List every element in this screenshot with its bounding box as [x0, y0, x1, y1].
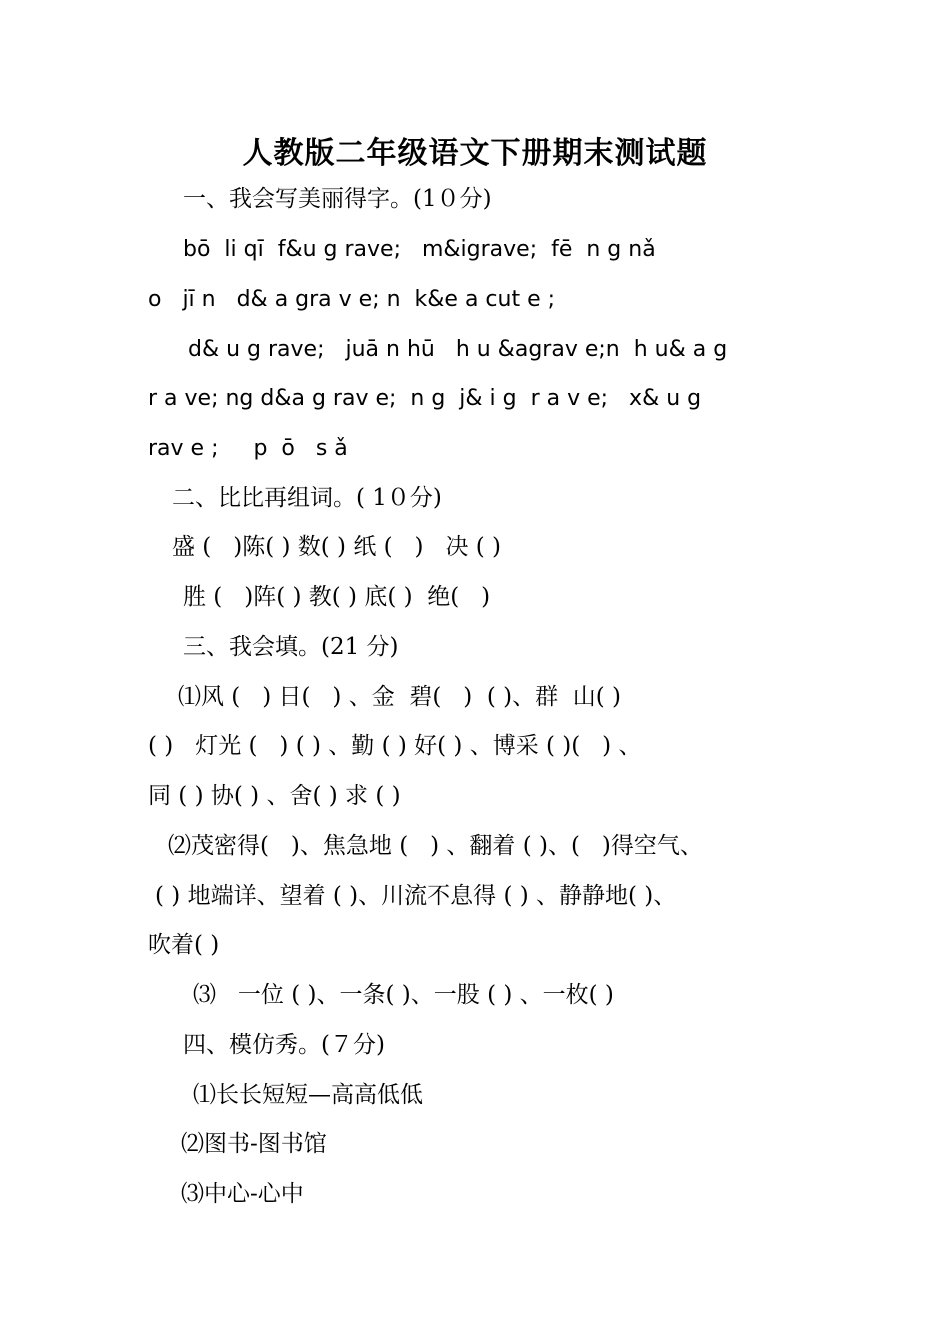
- pinyin-line-3: d& u g rave; juā n hū h u &agrav e;n h u& a g: [188, 337, 728, 362]
- fill-line-3: 同 ( ) 协( ) 、舍( ) 求 ( ): [148, 783, 401, 809]
- pinyin-line-5: rav e ; p ō s ǎ: [148, 436, 348, 461]
- fill-line-6: 吹着( ): [148, 932, 220, 958]
- fill-line-1: ⑴风 ( ) 日( ) 、金 碧( ) ( )、群 山( ): [178, 684, 621, 710]
- section3-heading: 三、我会填。(21 分): [183, 634, 399, 660]
- pinyin-line-2: o jī n d& a gra v e; n k&e a cut e ;: [148, 287, 556, 312]
- imitation-line-3: ⑶中心-心中: [181, 1181, 304, 1207]
- pinyin-line-1: bō li qī f&u g rave; m&igrave; fē n g nǎ: [183, 237, 656, 262]
- fill-line-2: ( ) 灯光 ( ) ( ) 、勤 ( ) 好( ) 、博采 ( )( ) 、: [148, 733, 642, 759]
- page-title: 人教版二年级语文下册期末测试题: [242, 136, 708, 171]
- word-group-line-1: 盛 ( )陈( ) 数( ) 纸 ( ) 决 ( ): [172, 534, 502, 560]
- section4-heading: 四、模仿秀。(７分): [183, 1032, 385, 1058]
- section2-heading: 二、比比再组词。( 1０分): [172, 485, 442, 511]
- imitation-line-1: ⑴长长短短—高高低低: [193, 1082, 423, 1108]
- imitation-line-2: ⑵图书-图书馆: [181, 1131, 327, 1157]
- word-group-line-2: 胜 ( )阵( ) 教( ) 底( ) 绝( ): [183, 584, 491, 610]
- fill-line-5: ( ) 地端详、望着 ( )、川流不息得 ( ) 、静静地( )、: [155, 883, 677, 909]
- section1-heading: 一、我会写美丽得字。(1０分): [183, 186, 492, 212]
- pinyin-line-4: r a ve; ng d&a g rav e; n g j& i g r a v e; x& u g: [148, 386, 702, 411]
- fill-line-4: ⑵茂密得( )、焦急地 ( ) 、翻着 ( )、( )得空气、: [168, 833, 703, 859]
- fill-line-7: ⑶ 一位 ( )、一条( )、一股 ( ) 、一枚( ): [193, 982, 614, 1008]
